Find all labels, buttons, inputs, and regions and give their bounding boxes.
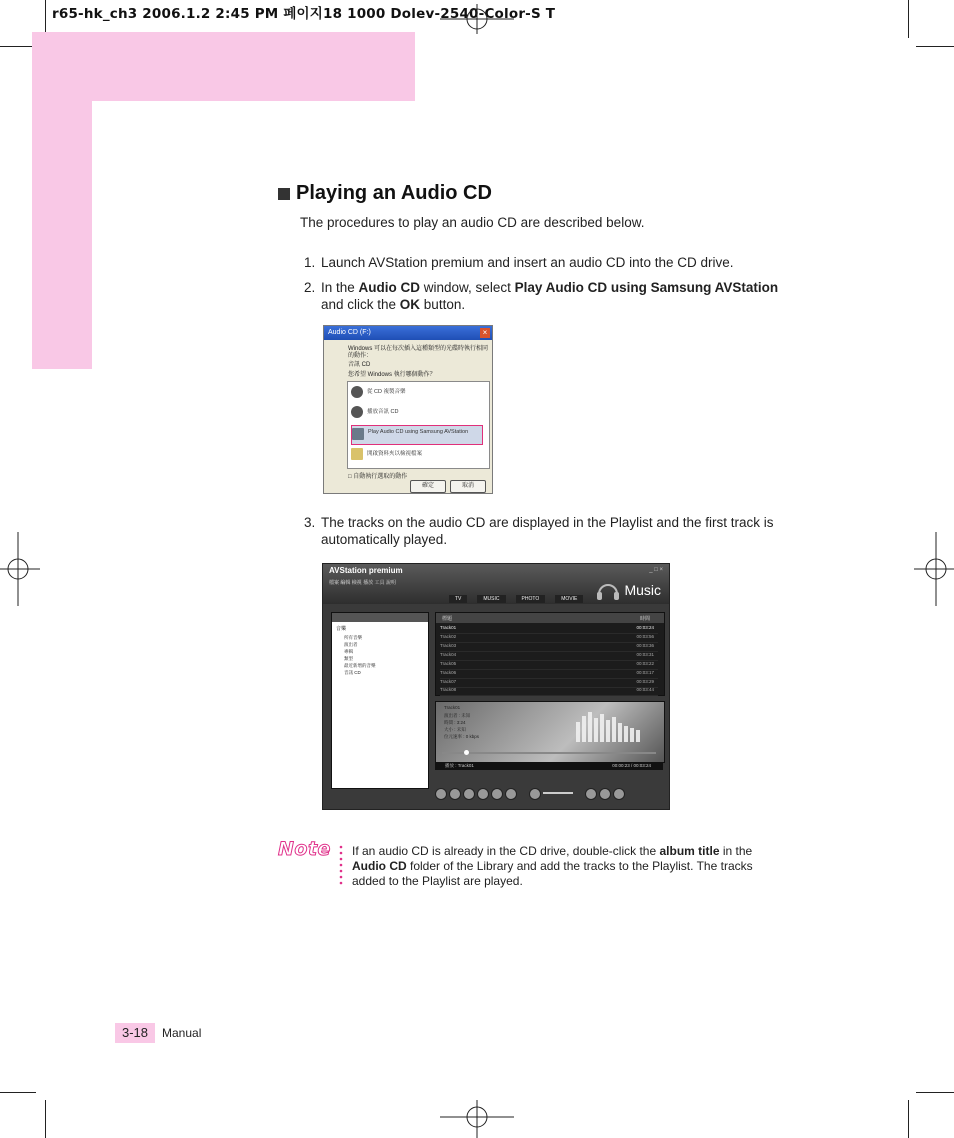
track-artist: 演出者 : 未知 <box>444 713 471 718</box>
equalizer-visualizer <box>574 708 644 742</box>
step-text: In the Audio CD window, select Play Audio CD using Samsung AVStation and click the OK button. <box>321 280 779 312</box>
ui-term-album-title: album title <box>659 844 720 858</box>
dialog-prompt: Windows 可以在每次插入這種類型的光碟時執行相同的動作： 音訊 CD 您希望 Windows 執行哪個動作？ <box>348 346 489 378</box>
repeat-icon[interactable] <box>585 788 597 800</box>
volume-slider[interactable] <box>543 792 573 794</box>
library-item[interactable]: 類型 <box>344 656 353 661</box>
ui-term-audio-cd-folder: Audio CD <box>352 859 407 873</box>
seek-bar[interactable] <box>442 752 656 754</box>
status-time: 00:00:23 / 00:03:24 <box>612 763 651 768</box>
avs-header <box>323 564 669 604</box>
table-row[interactable]: Track08 00:03:44 <box>440 687 658 696</box>
ui-term-audio-cd: Audio CD <box>358 280 421 295</box>
step-number: 1. <box>304 255 316 270</box>
track-name: Track01 <box>444 705 461 710</box>
table-row[interactable]: Track02 00:03:56 <box>440 634 658 643</box>
column-title: 標題 <box>442 616 453 622</box>
note-label: Note <box>278 838 331 860</box>
table-row[interactable]: Track05 00:03:22 <box>440 661 658 670</box>
folder-icon <box>351 448 363 460</box>
shuffle-icon[interactable] <box>599 788 611 800</box>
crop-mark <box>916 46 954 47</box>
crop-mark <box>0 46 36 47</box>
play-icon <box>351 386 363 398</box>
decorative-band <box>32 101 92 369</box>
registration-mark-left <box>0 532 40 606</box>
avs-menu-bar[interactable]: 檔案 編輯 檢視 播放 工具 說明 <box>329 580 396 586</box>
library-pane <box>331 612 429 789</box>
table-row[interactable]: Track03 00:03:36 <box>440 643 658 652</box>
playback-controls <box>435 788 625 800</box>
registration-mark-top <box>440 4 514 34</box>
close-icon[interactable]: × <box>480 328 490 338</box>
table-row[interactable]: Track01 00:03:24 <box>440 625 658 634</box>
table-row[interactable]: Track04 00:03:31 <box>440 652 658 661</box>
rewind-icon[interactable] <box>449 788 461 800</box>
footer-label: Manual <box>162 1026 202 1040</box>
table-row[interactable]: Track06 00:03:17 <box>440 670 658 679</box>
tab-photo[interactable]: PHOTO <box>516 595 546 603</box>
library-title: 音樂 <box>336 626 347 632</box>
action-item-avstation[interactable]: Play Audio CD using Samsung AVStation <box>351 425 483 445</box>
always-do-checkbox[interactable]: □ 自動執行選取的動作 <box>348 474 408 480</box>
step-number: 2. <box>304 280 316 295</box>
note-text: If an audio CD is already in the CD drive, double-click the album title in the Audio CD folder of the Library and add the tracks to the Playlist. The tracks added to the Playlist are played. <box>352 844 753 888</box>
step-text: The tracks on the audio CD are displayed in the Playlist and the first track is automatically played. <box>321 515 774 547</box>
action-item-play[interactable]: 播放音訊 CD <box>351 404 481 422</box>
dialog-title: Audio CD (F:) <box>328 329 371 336</box>
avstation-screenshot <box>322 563 670 810</box>
pause-icon[interactable] <box>463 788 475 800</box>
previous-icon[interactable] <box>435 788 447 800</box>
page-number: 3-18 <box>122 1025 149 1040</box>
play-icon <box>351 406 363 418</box>
note-dotted-divider <box>339 845 343 887</box>
library-item[interactable]: 所有音樂 <box>344 635 362 640</box>
headphones-icon <box>595 576 621 602</box>
crop-mark <box>0 1092 36 1093</box>
registration-mark-right <box>914 532 954 606</box>
library-pane-header <box>332 613 428 622</box>
stop-icon[interactable] <box>477 788 489 800</box>
forward-icon[interactable] <box>491 788 503 800</box>
crop-mark <box>908 1100 909 1138</box>
tab-music[interactable]: MUSIC <box>477 595 505 603</box>
track-size: 大小 : 未知 <box>444 727 466 732</box>
next-icon[interactable] <box>505 788 517 800</box>
ui-term-play-option: Play Audio CD using Samsung AVStation <box>514 280 779 295</box>
action-item-copy[interactable]: 從 CD 複製音樂 <box>351 384 481 402</box>
avs-logo: AVStation premium <box>329 566 403 575</box>
status-bar <box>435 762 663 770</box>
print-header: r65-hk_ch3 2006.1.2 2:45 PM 페이지18 1000 Dolev-2540-Color-S T <box>52 6 556 22</box>
library-item[interactable]: 最近新增的音樂 <box>344 663 376 668</box>
table-row[interactable]: Track07 00:03:29 <box>440 679 658 688</box>
ui-term-ok: OK <box>399 297 421 312</box>
dialog-titlebar <box>324 326 492 340</box>
step-3 <box>304 514 774 548</box>
library-item[interactable]: 專輯 <box>344 649 353 654</box>
now-playing-panel <box>435 701 665 763</box>
section-title-text: Playing an Audio CD <box>296 182 492 204</box>
decorative-band <box>32 32 415 101</box>
eq-icon[interactable] <box>613 788 625 800</box>
cancel-button[interactable]: 取消 <box>450 480 486 493</box>
bullet-square-icon <box>278 188 290 200</box>
status-now-playing: 播放 : Track01 <box>445 763 474 768</box>
library-item-audio-cd[interactable]: 音訊 CD <box>344 670 361 675</box>
crop-mark <box>916 1092 954 1093</box>
step-number: 3. <box>304 515 316 530</box>
crop-mark <box>45 1100 46 1138</box>
step-text: Launch AVStation premium and insert an audio CD into the CD drive. <box>321 255 734 270</box>
tab-tv[interactable]: TV <box>449 595 467 603</box>
action-list <box>347 381 490 469</box>
track-time: 時間 : 3:24 <box>444 720 466 725</box>
crop-mark <box>908 0 909 38</box>
column-time: 時間 <box>639 616 650 622</box>
avs-tabs <box>449 595 583 603</box>
step-2 <box>304 279 779 313</box>
ok-button[interactable]: 確定 <box>410 480 446 493</box>
playlist-header <box>436 613 664 623</box>
audio-cd-dialog-screenshot <box>323 325 493 494</box>
tab-movie[interactable]: MOVIE <box>555 595 583 603</box>
playlist-pane <box>435 612 665 696</box>
avs-section-name: Music <box>624 582 661 598</box>
mute-icon[interactable] <box>529 788 541 800</box>
track-bitrate: 位元速率 : 0 kbps <box>444 734 480 739</box>
library-item[interactable]: 演出者 <box>344 642 358 647</box>
seek-handle[interactable] <box>464 750 469 755</box>
avstation-icon <box>352 428 364 440</box>
cd-type-label: 音訊 CD <box>348 362 371 368</box>
intro-paragraph: The procedures to play an audio CD are described below. <box>300 215 645 230</box>
window-buttons[interactable]: _ □ × <box>649 567 663 573</box>
action-item-open-folder[interactable]: 開啟資料夾以檢視檔案 <box>351 446 481 464</box>
step-1 <box>304 254 774 271</box>
registration-mark-bottom <box>440 1100 514 1138</box>
section-title <box>278 182 492 205</box>
action-question: 您希望 Windows 執行哪個動作？ <box>348 372 436 378</box>
